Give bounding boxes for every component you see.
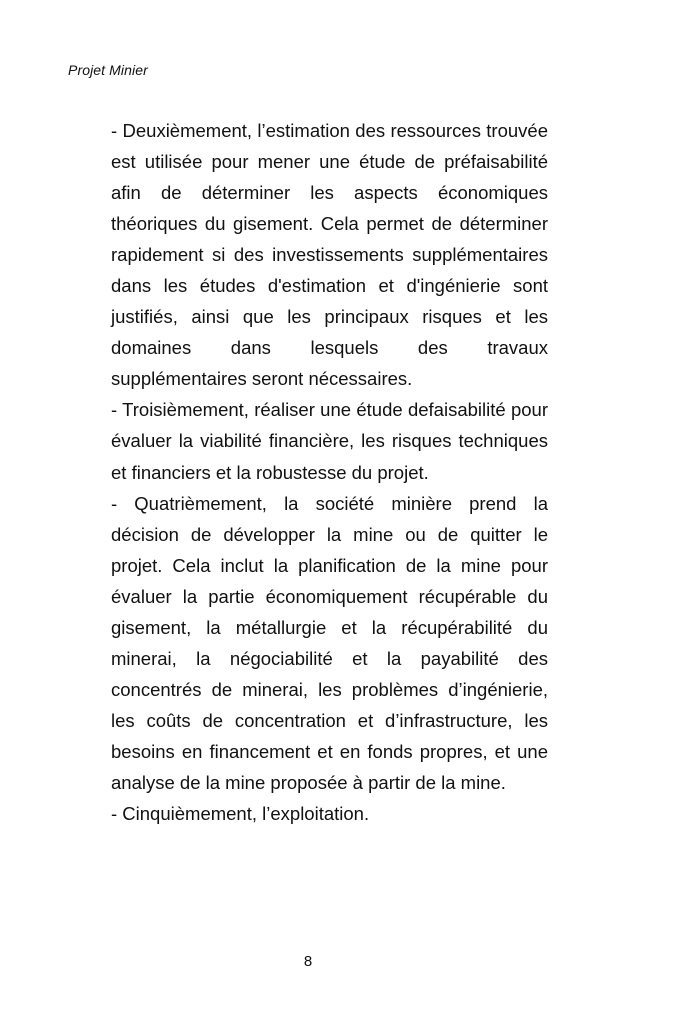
running-header: Projet Minier [68, 62, 148, 78]
paragraph-second-step: - Deuxièmement, l’estimation des ressources trouvée est utilisée pour mener une étude de préfaisabilité afin de déterminer les aspects économiques théoriques du gisement. Cela permet de déterminer rapidement si des investissements supplémentaires dans les études d'estimation et d'ingénierie sont justifiés, ainsi que les principaux risques et les domaines dans lesquels des travaux supplémentaires seront nécessaires. [111, 120, 548, 390]
body-text [111, 115, 548, 829]
page-number: 8 [303, 953, 313, 970]
paragraph-fourth-step: - Quatrièmement, la société minière prend la décision de développer la mine ou de quitter le projet. Cela inclut la planification de la mine pour évaluer la partie économiquement récupérable du gisement, la métallurgie et la récupérabilité du minerai, la négociabilité et la payabilité des concentrés de minerai, les problèmes d’ingénierie, les coûts de concentration et d’infrastructure, les besoins en financement et en fonds propres, et une analyse de la mine proposée à partir de la mine. [111, 492, 548, 793]
paragraph-fifth-step: - Cinquièmement, l’exploitation. [111, 803, 370, 825]
paragraph-third-step: - Troisièmement, réaliser une étude defaisabilité pour évaluer la viabilité financière, les risques techniques et financiers et la robustesse du projet. [111, 399, 548, 483]
